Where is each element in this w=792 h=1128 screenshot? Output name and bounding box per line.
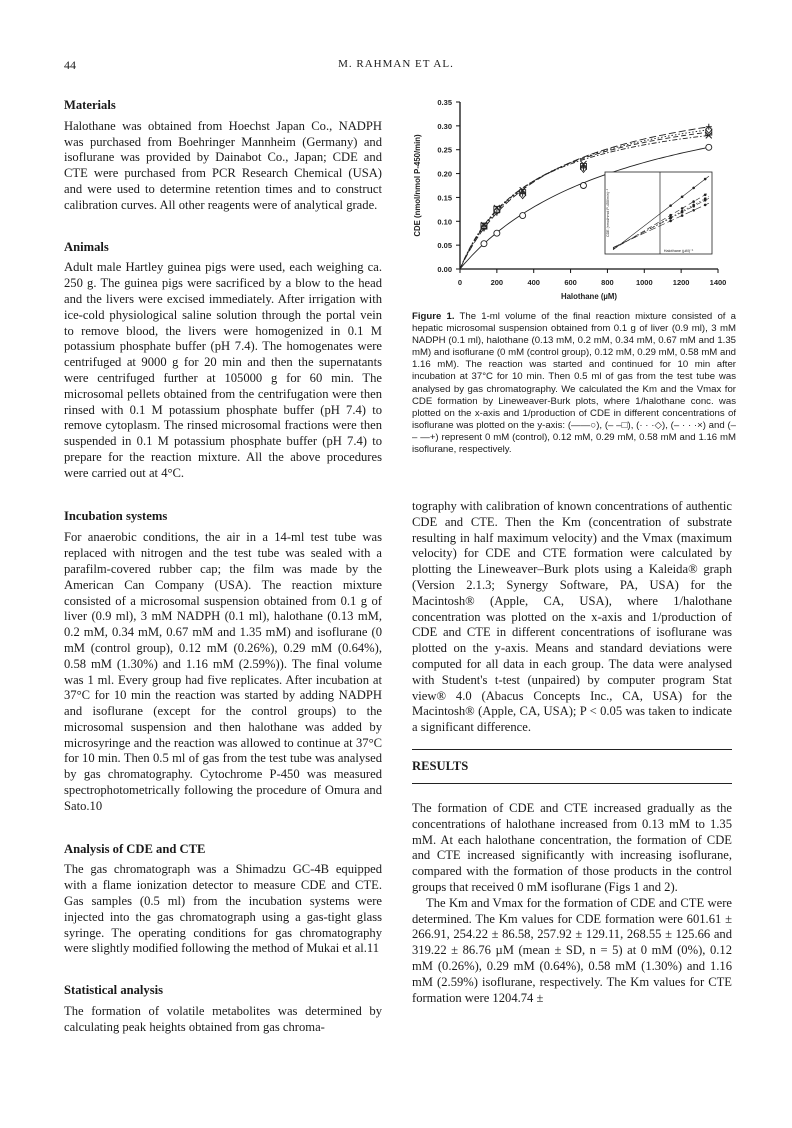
results-bottom-rule <box>412 783 732 784</box>
inset-point <box>704 193 707 196</box>
results-paragraph-1: The formation of CDE and CTE increased gradually as the concentrations of halothane increased from 0.13 mM to 1.35 mM. At each halothane concentration, the formation of CDE and CTE increased significantly with increasing isoflurane, compared with the formation of those products in the control groups that received 0 mM isoflurane (Figs 1 and 2). <box>412 801 732 894</box>
results-body <box>412 801 732 1006</box>
page-number: 44 <box>64 58 76 72</box>
x-tick-label: 200 <box>490 278 504 287</box>
inset-point <box>669 217 672 220</box>
inset-point <box>692 187 695 190</box>
continued-text: tography with calibration of known concentrations of authentic CDE and CTE. Then the Km (concentration of substrate resulting in half maximum velocity) and the Vmax (maximum velocity) for CDE and CTE formation were calculated by plotting the Lineweaver–Burk plots using a Kaleida® graph (Version 2.1.3; Synergy Software, PA, USA) for the Macintosh® (Apple, CA, USA), where 1/halothane concentration was plotted on the x-axis and 1/production of CDE and CTE in different concentrations of isoflurane was plotted on the y-axis. Means and standard deviations were computed for all data in each group. The data were analysed with Student's t-test (unpaired) by computer program Stat view® 4.0 (Abacus Concepts Inc., CA, USA) for the Macintosh® (Apple, CA, USA); P < 0.05 was taken to indicate a significant difference. <box>412 499 732 735</box>
inset-x-label: Halothane (µM)⁻¹ <box>663 249 694 253</box>
x-tick-label: 0 <box>457 278 463 287</box>
y-tick-label: 0.10 <box>437 217 452 227</box>
inset-y-label: CDE (nmol/nmol P-450/min)⁻¹ <box>606 188 610 238</box>
data-point <box>494 230 500 236</box>
inset-point <box>669 204 672 207</box>
inset-point <box>704 199 707 202</box>
y-tick-label: 0.00 <box>437 265 452 274</box>
y-tick-label: 0.35 <box>437 98 452 107</box>
incubation-text: For anaerobic conditions, the air in a 14-ml test tube was replaced with nitrogen and the test tube was sealed with a parafilm-covered rubber cap; the film was made by the American Can Company (USA). The reaction mixture consisted of a microsomal suspension obtained from 0.1 g of liver (0.9 ml), 3 mM NADPH (0.1 ml), halothane (0.13 mM, 0.2 mM, 0.34 mM, 0.67 mM and 1.35 mM) and isoflurane (0 mM (control group), 0.12 mM (0.26%), 0.29 mM (0.64%), 0.58 mM (1.30%) and 1.16 mM (2.59%)). The final volume was 1 ml. Every group had five replicates. After incubation at 37°C for 10 min the reaction was started by adding NADPH and isoflurane (except for the control groups) to the microsomal suspension and then halothane was added by microsyringe and the reaction was allowed to continue at 37°C for 10 min. Then 0.5 ml of gas from the test tube was analysed by gas chromatography. Cytochrome P-450 was measured spectrophotometrically following the procedure of Omura and Sato.10 <box>64 530 382 813</box>
results-paragraph-2: The Km and Vmax for the formation of CDE and CTE were determined. The Km values for CDE formation were 601.61 ± 266.91, 254.22 ± 86.58, 257.92 ± 129.11, 268.55 ± 125.66 and 319.22 ± 86.76 µM (mean ± SD, n = 5) at 0 mM (0%), 0.12 mM (0.26%), 0.29 mM (0.64%), 0.58 mM (1.30%) and 1.16 mM (2.59%) isoflurane, respectively. The Km values for CTE formation were 1204.74 ± <box>412 895 732 1005</box>
results-heading: RESULTS <box>412 759 469 773</box>
y-tick-label: 0.15 <box>437 193 452 203</box>
x-tick-label: 1000 <box>635 278 653 287</box>
x-tick-label: 600 <box>564 278 577 287</box>
inset-point <box>692 205 695 208</box>
inset-point <box>681 195 684 198</box>
incubation-heading: Incubation systems <box>64 508 168 523</box>
y-tick-label: 0.20 <box>437 169 452 179</box>
analysis-text: The gas chromatograph was a Shimadzu GC-4B equipped with a flame ionization detector to measure CDE and CTE. Gas samples (0.5 ml) from the incubation systems were injected into the gas chromatograph using a gas-tight glass syringe. The operating conditions for gas chromatography were slightly modified following the method of Mukai et al.11 <box>64 862 382 956</box>
inset-point <box>692 200 695 203</box>
caption-text: The 1-ml volume of the final reaction mixture consisted of a hepatic microsomal suspension obtained from 0.1 g of liver (0.9 ml), 3 mM NADPH (0.1 ml), halothane (0.13 mM, 0.2 mM, 0.34 mM, 0.67 mM and 1.35 mM) and isoflurane (0 mM (control group), 0.12 mM, 0.29 mM, 0.58 mM and 1.16 mM). The reaction was started and continued for 10 min after incubation at 37°C for 10 min. Then 0.5 ml of gas from the test tube was analysed by gas chromatography. We calculated the Km and the Vmax for CDE formation by Lineweaver-Burk plots, where 1/halothane conc. was plotted on the x-axis and 1/production of CDE in different concentrations of isoflurane was plotted on the y-axis: (——○), (– –□), (· · ·◇), (– · · ·×) and (– – —+) represent 0 mM (control), 0.12 mM, 0.29 mM, 0.58 mM and 1.16 mM isoflurane, respectively. <box>412 311 736 456</box>
y-tick-label: 0.30 <box>437 121 452 131</box>
figure-caption <box>412 311 736 456</box>
analysis-heading: Analysis of CDE and CTE <box>64 841 206 856</box>
x-tick-label: 1200 <box>672 278 690 287</box>
inset-point <box>681 214 684 217</box>
animals-text: Adult male Hartley guinea pigs were used, each weighing ca. 250 g. The guinea pigs were sacrificed by a blow to the head and the livers were excised immediately. After irrigation with ice-cold physiological saline solution through the portal vein to remove blood, the livers were homogenized in 0.1 M potassium phosphate buffer (pH 7.4). The homogenates were centrifuged at 9000 g for 20 min and then the supernatants were centrifuged further at 105000 g for 60 min. The microsomal pellets obtained from the centrifugation were then rinsed with 0.1 M potassium phosphate buffer (pH 7.4) to remove cytoplasm. The rinsed microsomal fractions were then suspended in 0.1 M potassium phosphate buffer (pH 7.4) to prepare for the reaction mixture. All the above procedures were carried out at 4°C. <box>64 260 382 480</box>
inset-point <box>692 209 695 212</box>
materials-text: Halothane was obtained from Hoechst Japan Co., NADPH was purchased from Boehringer Mannheim (Germany) and isoflurane was provided by Dainabot Co., Japan; CDE and CTE were purchased from PCR Research Chemical (USA) and were used to determine retention times and to construct calibration curves. All other reagents were of analytical grade. <box>64 118 382 212</box>
running-head: M. RAHMAN ET AL. <box>338 58 454 70</box>
inset-point <box>704 178 707 181</box>
inset-point <box>681 211 684 214</box>
inset-point <box>681 207 684 210</box>
x-tick-label: 800 <box>601 278 614 287</box>
right-column-text <box>412 499 732 736</box>
x-tick-label: 1400 <box>709 278 727 287</box>
inset-point <box>669 220 672 223</box>
data-point <box>580 183 586 189</box>
results-top-rule <box>412 749 732 750</box>
stat-text: The formation of volatile metabolites was determined by calculating peak heights obtained from gas chroma- <box>64 1004 382 1034</box>
animals-heading: Animals <box>64 239 109 254</box>
inset-frame <box>605 172 712 254</box>
x-axis-label: Halothane (µM) <box>560 292 618 301</box>
inset-point <box>704 204 707 207</box>
y-tick-label: 0.05 <box>437 241 452 251</box>
stat-heading: Statistical analysis <box>64 983 164 998</box>
data-point <box>706 144 712 150</box>
materials-heading: Materials <box>64 98 116 112</box>
data-point <box>520 213 526 219</box>
inset-point <box>669 214 672 217</box>
data-point <box>481 241 487 247</box>
left-column <box>64 98 382 1036</box>
x-tick-label: 400 <box>527 278 540 287</box>
figure-1-chart <box>400 92 740 307</box>
y-tick-label: 0.25 <box>437 145 452 155</box>
y-axis-label: CDE (nmol/nmol P-450/min) <box>413 134 422 237</box>
caption-label: Figure 1. <box>412 311 455 322</box>
